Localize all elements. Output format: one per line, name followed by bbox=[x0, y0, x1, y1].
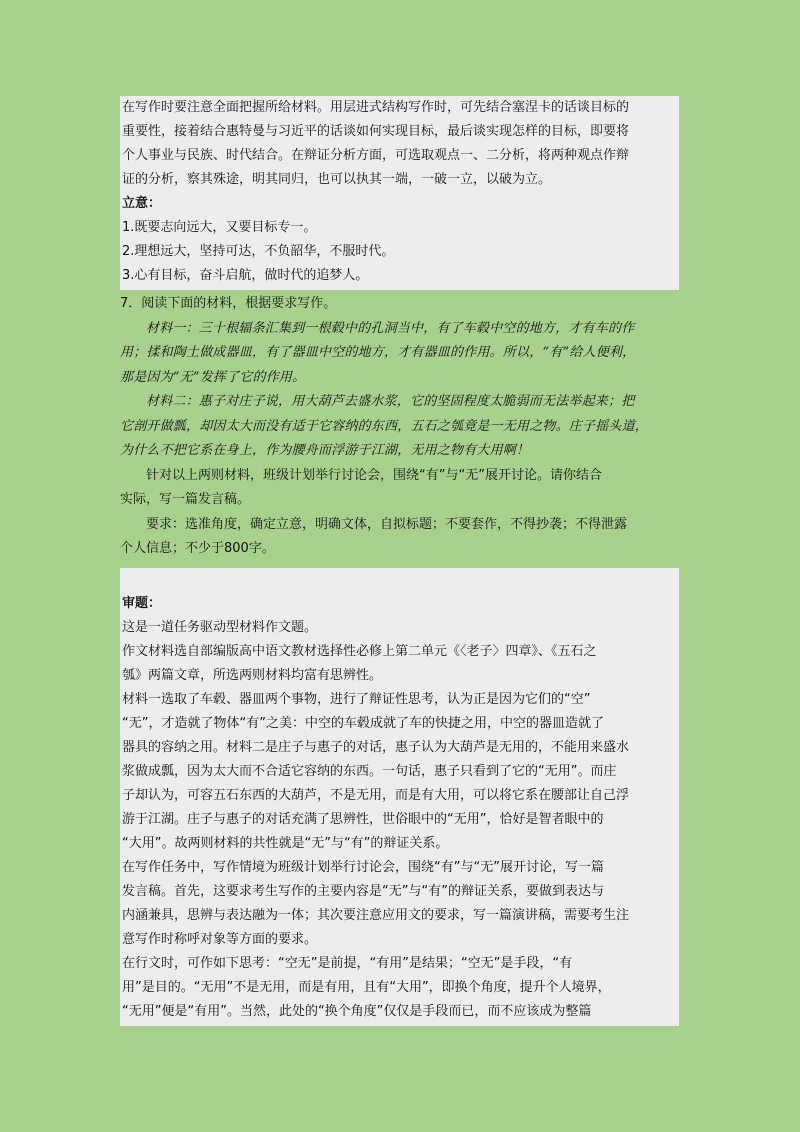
task-line: 实际，写一篇发言稿。 bbox=[120, 492, 251, 507]
material-one-line: 用；揉和陶土做成器皿，有了器皿中空的地方，才有器皿的作用。所以，“有”给人便利， bbox=[120, 345, 636, 360]
text-line: 浆做成瓢，因为太大而不合适它容纳的东西。一句话，惠子只看到了它的“无用”。而庄 bbox=[122, 764, 617, 779]
material-two-line: 材料二：惠子对庄子说，用大葫芦去盛水浆，它的坚固程度太脆弱而无法举起来；把 bbox=[146, 394, 635, 409]
text-line: “无用”便是“有用”。当然，此处的“换个角度”仅仅是手段而已，而不应该成为整篇 bbox=[122, 1004, 592, 1019]
point-item: 2.理想远大，坚持可达，不负韶华，不服时代。 bbox=[122, 244, 395, 259]
question-title: 7．阅读下面的材料，根据要求写作。 bbox=[120, 296, 337, 311]
text-line: 瓠》两篇文章，所选两则材料均富有思辨性。 bbox=[122, 668, 383, 683]
text-line: 这是一道任务驱动型材料作文题。 bbox=[122, 620, 318, 635]
text-line: “无”，才造就了物体“有”之美：中空的车毂成就了车的快捷之用，中空的器皿造就了 bbox=[122, 716, 604, 731]
task-line: 针对以上两则材料，班级计划举行讨论会，围绕“有”与“无”展开讨论。请你结合 bbox=[146, 467, 602, 483]
text-line: “大用”。故两则材料的共性就是“无”与“有”的辩证关系。 bbox=[122, 836, 449, 851]
text-line: 重要性，接着结合惠特曼与习近平的话谈如何实现目标，最后谈实现怎样的目标，即要将 bbox=[122, 124, 630, 139]
text-line: 器具的容纳之用。材料二是庄子与惠子的对话，惠子认为大葫芦是无用的，不能用来盛水 bbox=[122, 740, 630, 755]
text-line: 用”是目的。“无用”不是无用，而是有用，且有“大用”，即换个角度，提升个人境界， bbox=[122, 980, 611, 995]
text-line: 内涵兼具，思辨与表达融为一体；其次要注意应用文的要求，写一篇演讲稿，需要考生注 bbox=[122, 908, 630, 923]
material-two-line: 为什么不把它系在身上，作为腰舟而浮游于江湖，无用之物有大用啊！ bbox=[120, 443, 530, 458]
section-heading-liyi: 立意： bbox=[122, 196, 162, 211]
material-two-line: 它剖开做瓢，却因太大而没有适于它容纳的东西，五石之瓠竟是一无用之物。庄子摇头道， bbox=[120, 418, 649, 434]
section-heading-shenti: 审题： bbox=[122, 596, 162, 611]
blank-line bbox=[122, 568, 677, 592]
requirements-line: 要求：选准角度，确定立意，明确文体，自拟标题；不要套作，不得抄袭；不得泄露 bbox=[146, 516, 628, 532]
point-item: 1.既要志向远大，又要目标专一。 bbox=[122, 220, 317, 235]
requirements-line: 个人信息；不少于800字。 bbox=[120, 541, 275, 556]
text-line: 证的分析，察其殊途，明其同归，也可以执其一端，一破一立，以破为立。 bbox=[122, 172, 552, 187]
text-line: 游于江湖。庄子与惠子的对话充满了思辨性，世俗眼中的“无用”，恰好是智者眼中的 bbox=[122, 812, 604, 827]
text-line: 在写作任务中，写作情境为班级计划举行讨论会，围绕“有”与“无”展开讨论，写一篇 bbox=[122, 860, 604, 875]
text-line: 意写作时称呼对象等方面的要求。 bbox=[122, 932, 318, 947]
text-line: 作文材料选自部编版高中语文教材选择性必修上第二单元《〈老子〉四章》、《五石之 bbox=[122, 644, 597, 659]
question-7 bbox=[120, 292, 680, 562]
answer-box-bottom bbox=[120, 568, 679, 1026]
text-line: 在行文时，可作如下思考：“空无”是前提，“有用”是结果；“空无”是手段，“有 bbox=[122, 956, 573, 971]
material-one-line: 材料一：三十根辐条汇集到一根毂中的孔洞当中，有了车毂中空的地方，才有车的作 bbox=[146, 320, 635, 336]
text-line: 子却认为，可容五石东西的大葫芦，不是无用，而是有大用，可以将它系在腰部让自己浮 bbox=[122, 788, 630, 803]
text-line: 发言稿。首先，这要求考生写作的主要内容是“无”与“有”的辩证关系，要做到表达与 bbox=[122, 884, 604, 899]
answer-box-top bbox=[120, 96, 679, 290]
text-line: 材料一选取了车毂、器皿两个事物，进行了辩证性思考，认为正是因为它们的“空” bbox=[122, 692, 591, 707]
material-one-line: 那是因为“无”发挥了它的作用。 bbox=[120, 369, 306, 385]
text-line: 个人事业与民族、时代结合。在辩证分析方面，可选取观点一、二分析，将两种观点作辩 bbox=[122, 148, 630, 163]
point-item: 3.心有目标，奋斗启航，做时代的追梦人。 bbox=[122, 268, 369, 283]
text-line: 在写作时要注意全面把握所给材料。用层进式结构写作时，可先结合塞涅卡的话谈目标的 bbox=[122, 100, 630, 115]
